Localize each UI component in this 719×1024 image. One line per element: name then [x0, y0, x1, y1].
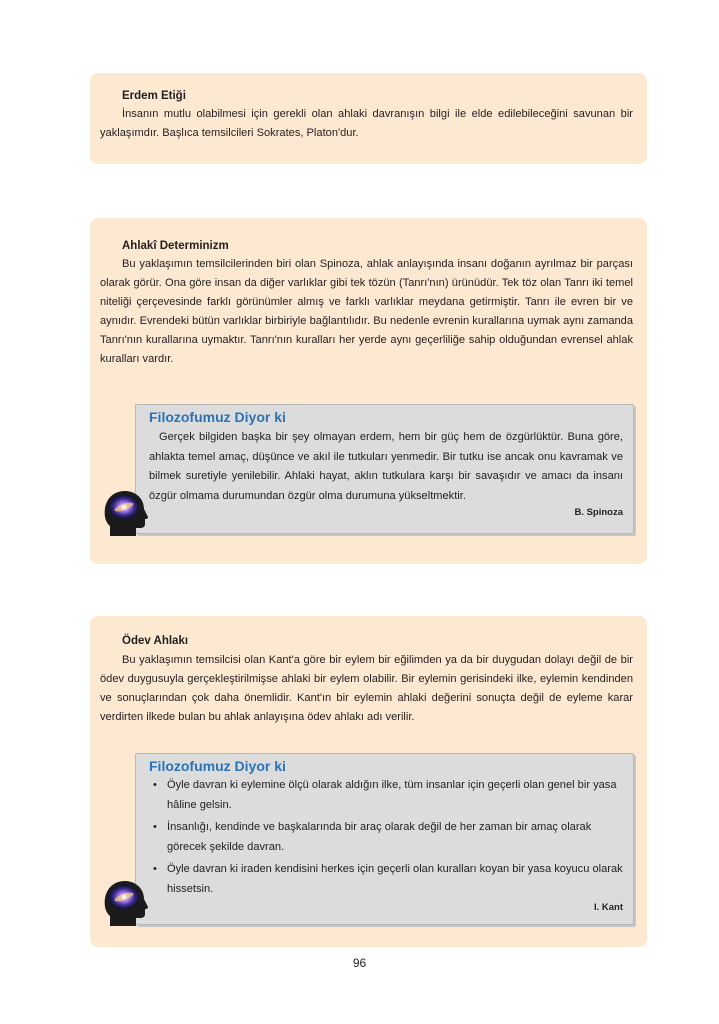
odev-ahlaki-text: Bu yaklaşımın temsilcisi olan Kant'a göre bir eylem bir eğilimden ya da bir duygudan dolayı değil de bir ödev duygusuyla gerçekleştirilmişse ahlaki bir eylem olabilir. Bir eylemin gerisindeki ilke, eylemin kendinden ve sonuçlarından çok daha önemlidir. Kant'ın bir eylemin ahlaki değerini sonuçta değil de eyleme karar verdirten ilkede bulan bu ahlak anlayışına ödev ahlakı adı verilir.	[100, 654, 633, 723]
kant-quote-heading: Filozofumuz Diyor ki	[149, 758, 286, 774]
erdem-etigi-box	[90, 73, 647, 164]
page-number: 96	[352, 956, 367, 970]
kant-author: I. Kant	[593, 902, 623, 913]
erdem-etigi-text: İnsanın mutlu olabilmesi için gerekli olan ahlaki davranışın bilgi ile elde edilebileceğini savunan bir yaklaşımdır. Başlıca temsilcileri Sokrates, Platon'dur.	[100, 108, 633, 139]
spinoza-quote-heading: Filozofumuz Diyor ki	[149, 409, 286, 425]
spinoza-quote-box	[135, 404, 634, 534]
bullet-icon: •	[153, 863, 157, 875]
kant-quote-box	[135, 753, 634, 925]
list-item: • İnsanlığı, kendinde ve başkalarında bir araç olarak değil de her zaman bir amaç olarak görecek şekilde davran.	[149, 818, 623, 857]
spinoza-quote-text: Gerçek bilgiden başka bir şey olmayan erdem, hem bir güç hem de özgürlüktür. Buna göre, ahlakta temel amaç, düşünce ve akıl ile tutkuları yenmedir. Bir tutku ise ancak onu kavramak ve bilmek suretiyle yenilebilir. Ahlaki hayat, aklın tutkulara karşı bir savaşıdır ve amacı da insanı özgür olmama durumundan özgür olma durumuna yükseltmektir.	[149, 431, 623, 502]
erdem-etigi-title: Erdem Etiği	[122, 90, 186, 102]
odev-ahlaki-title: Ödev Ahlakı	[122, 635, 189, 647]
bullet-icon: •	[153, 821, 157, 833]
head-silhouette-galaxy-icon	[102, 488, 150, 538]
list-item: • Öyle davran ki iraden kendisini herkes için geçerli olan kuralları koyan bir yasa koyucu olarak hissetsin.	[149, 860, 623, 899]
bullet-icon: •	[153, 779, 157, 791]
ahlaki-determinizm-text: Bu yaklaşımın temsilcilerinden biri olan Spinoza, ahlak anlayışında insanı doğanın ayrılmaz bir parçası olarak görür. Ona göre insan da diğer varlıklar gibi tek tözün (Tanrı'nın) ürünüdür. Tek töz olan Tanrı iki temel niteliği çerçevesinde farklı görünümler almış ve farklı varlıklar meydana getirmiştir. Tanrı ile evren bir ve aynıdır. Evrendeki bütün varlıklar birbiriyle bağlantılıdır. Bu nedenle evrenin kurallarına uymak aynı zamanda Tanrı'nın kurallarına uymaktır. Tanrı'nın kuralları her yerde aynı geçerliliğe sahip olduğundan evrensel ahlak kuralları vardır.	[100, 258, 633, 365]
spinoza-author: B. Spinoza	[574, 507, 623, 518]
ahlaki-determinizm-title: Ahlakî Determinizm	[122, 240, 229, 252]
kant-maxims-list	[149, 776, 623, 899]
list-item: • Öyle davran ki eylemine ölçü olarak aldığın ilke, tüm insanlar için geçerli olan genel bir yasa hâline gelsin.	[149, 776, 623, 815]
head-silhouette-galaxy-icon	[102, 878, 150, 928]
